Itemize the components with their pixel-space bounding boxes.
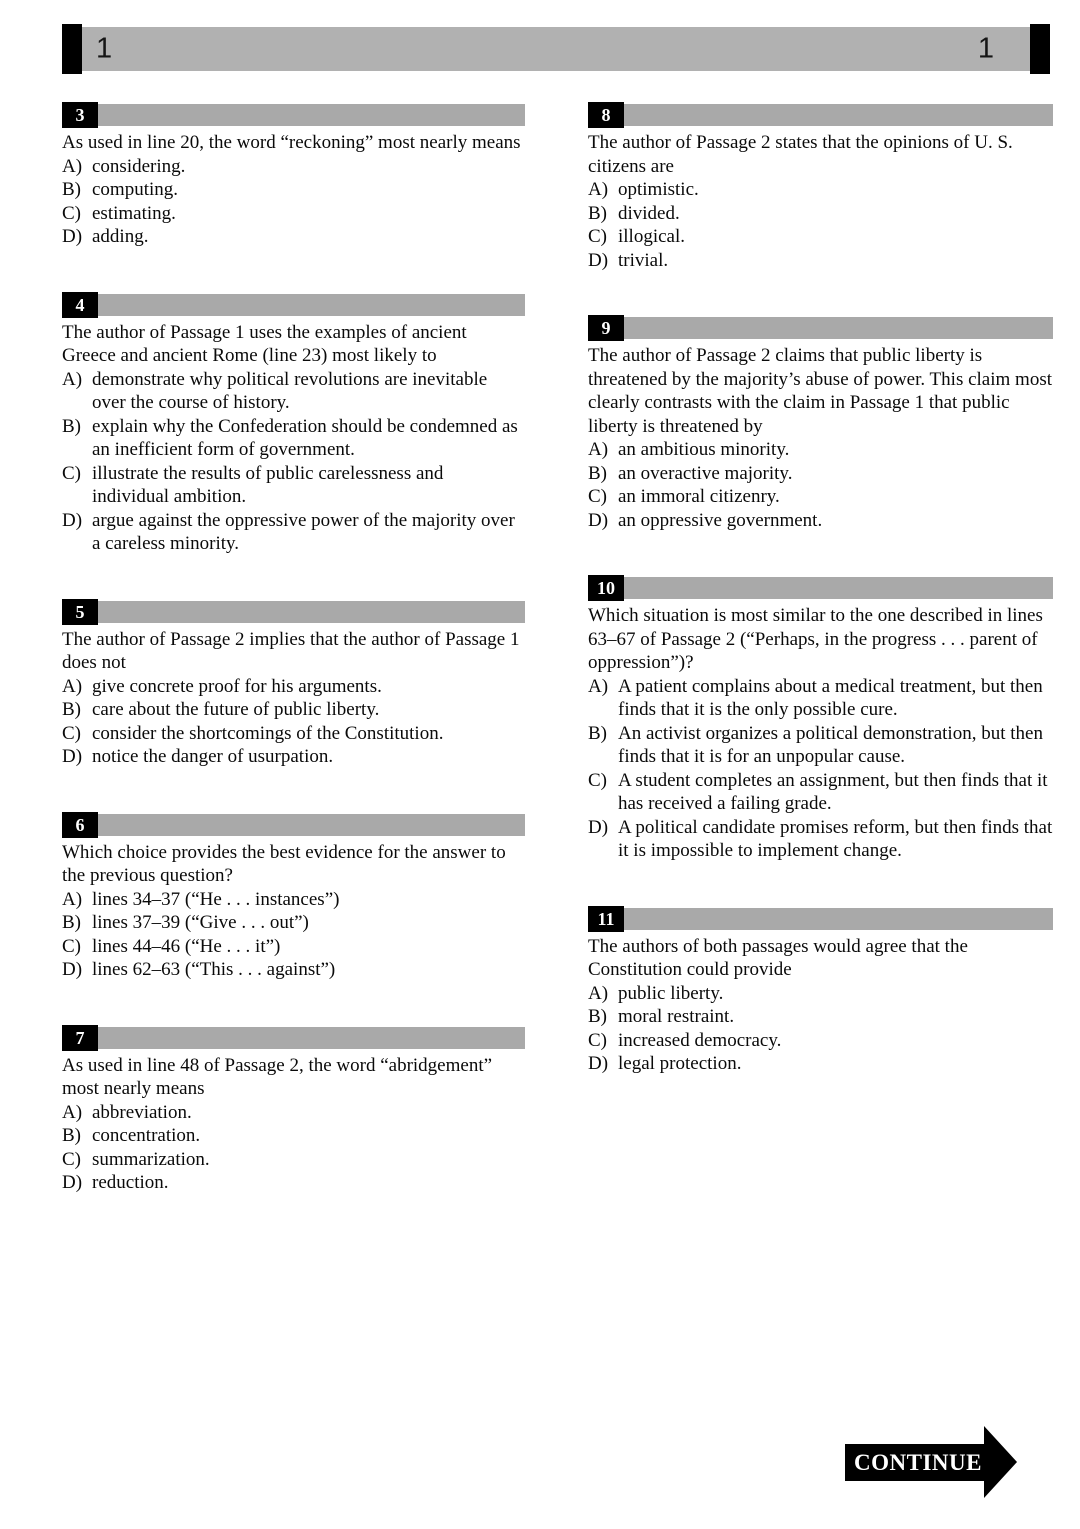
- choice-text: legal protection.: [618, 1053, 742, 1074]
- choice-letter: C): [62, 462, 81, 484]
- question-number: 9: [588, 315, 624, 341]
- question-stem: The author of Passage 2 claims that public liberty is threatened by the majority’s abuse of power. This claim most clearly contrasts with the claim in Passage 1 that public liberty is threatened by: [588, 345, 1052, 437]
- choice-text: illogical.: [618, 226, 686, 247]
- question-number: 5: [62, 599, 98, 625]
- choice-text: demonstrate why political revolutions are inevitable over the course of history.: [92, 368, 488, 413]
- answer-choice: [62, 911, 525, 935]
- header-end-block-right: [1030, 24, 1050, 74]
- choice-text: lines 44–46 (“He . . . it”): [92, 935, 281, 957]
- header-end-block-left: [62, 24, 82, 74]
- choice-letter: C): [588, 486, 607, 507]
- question-column-left: [62, 104, 525, 1240]
- question-block: [588, 317, 1053, 532]
- choice-text: explain why the Confederation should be condemned as an inefficient form of government.: [92, 415, 518, 460]
- answer-choice: [62, 1148, 525, 1172]
- question-block: [62, 814, 525, 982]
- question-column-right: [588, 104, 1053, 1121]
- answer-choice: [62, 675, 525, 699]
- answer-choice: [62, 698, 525, 722]
- question-header-bar: [588, 908, 1053, 930]
- choice-letter: D): [62, 509, 83, 531]
- answer-choice: [62, 888, 525, 912]
- section-number-left: 1: [96, 32, 113, 65]
- answer-choice: [62, 1171, 525, 1195]
- choice-text: consider the shortcomings of the Constitution.: [92, 722, 444, 744]
- choice-letter: D): [588, 249, 609, 271]
- choice-text: illustrate the results of public carelessness and individual ambition.: [92, 462, 444, 507]
- question-stem: Which choice provides the best evidence for the answer to the previous question?: [62, 841, 506, 886]
- choice-text: trivial.: [618, 249, 669, 271]
- choice-letter: D): [62, 226, 83, 247]
- answer-choice: [588, 202, 1053, 226]
- choice-letter: D): [62, 1172, 83, 1193]
- question-number: 6: [62, 812, 98, 838]
- choice-letter: A): [588, 982, 609, 1004]
- answer-choice: [588, 225, 1053, 249]
- choice-letter: C): [62, 722, 81, 744]
- question-stem: The author of Passage 2 implies that the author of Passage 1 does not: [62, 628, 520, 673]
- question-stem: As used in line 48 of Passage 2, the word “abridgement” most nearly means: [62, 1054, 493, 1099]
- answer-choice: [62, 958, 525, 982]
- choice-letter: A): [588, 439, 609, 460]
- choice-letter: B): [62, 1125, 81, 1146]
- choice-text: computing.: [92, 179, 179, 200]
- choice-list: [588, 982, 1053, 1076]
- choice-letter: B): [588, 202, 607, 224]
- choice-text: an overactive majority.: [618, 462, 793, 484]
- answer-choice: [588, 982, 1053, 1006]
- question-block: [588, 104, 1053, 272]
- answer-choice: [588, 509, 1053, 533]
- choice-letter: B): [62, 699, 81, 720]
- answer-choice: [62, 1124, 525, 1148]
- answer-choice: [62, 509, 525, 556]
- question-header-bar: [62, 104, 525, 126]
- question-block: [588, 577, 1053, 863]
- answer-choice: [62, 202, 525, 226]
- choice-letter: B): [62, 179, 81, 200]
- question-number: 11: [588, 906, 624, 932]
- answer-choice: [588, 485, 1053, 509]
- question-header-bar: [588, 577, 1053, 599]
- answer-choice: [588, 722, 1053, 769]
- choice-text: argue against the oppressive power of the majority over a careless minority.: [92, 509, 515, 554]
- choice-text: adding.: [92, 226, 149, 247]
- question-header-bar: [588, 104, 1053, 126]
- choice-letter: C): [588, 769, 607, 791]
- choice-letter: D): [588, 509, 609, 531]
- section-header-bar: [62, 27, 1050, 71]
- choice-text: lines 34–37 (“He . . . instances”): [92, 888, 340, 910]
- choice-text: An activist organizes a political demonstration, but then finds that it is for an unpopular cause.: [618, 722, 1043, 767]
- choice-list: [62, 675, 525, 769]
- choice-list: [62, 1101, 525, 1195]
- question-header-bar: [588, 317, 1053, 339]
- choice-text: increased democracy.: [618, 1029, 782, 1051]
- answer-choice: [62, 368, 525, 415]
- answer-choice: [62, 745, 525, 769]
- choice-letter: C): [62, 1148, 81, 1170]
- choice-letter: C): [62, 935, 81, 957]
- answer-choice: [588, 462, 1053, 486]
- question-number: 4: [62, 292, 98, 318]
- answer-choice: [62, 415, 525, 462]
- choice-letter: A): [62, 1101, 83, 1123]
- question-number: 10: [588, 575, 624, 601]
- choice-letter: A): [62, 368, 83, 390]
- answer-choice: [62, 178, 525, 202]
- choice-text: public liberty.: [618, 982, 724, 1004]
- choice-letter: A): [62, 155, 83, 177]
- choice-list: [62, 888, 525, 982]
- answer-choice: [588, 1029, 1053, 1053]
- choice-letter: C): [588, 1029, 607, 1051]
- question-block: [62, 294, 525, 556]
- answer-choice: [62, 225, 525, 249]
- choice-list: [588, 438, 1053, 532]
- question-block: [62, 1027, 525, 1195]
- question-header-bar: [62, 601, 525, 623]
- choice-letter: A): [588, 675, 609, 697]
- choice-text: care about the future of public liberty.: [92, 699, 380, 720]
- choice-letter: D): [62, 746, 83, 767]
- answer-choice: [588, 438, 1053, 462]
- section-number-right: 1: [977, 32, 994, 65]
- choice-letter: A): [62, 888, 83, 910]
- question-stem: The author of Passage 1 uses the examples of ancient Greece and ancient Rome (line 23) most likely to: [62, 321, 467, 366]
- choice-text: concentration.: [92, 1125, 201, 1146]
- choice-text: considering.: [92, 155, 186, 177]
- choice-text: A political candidate promises reform, but then finds that it is impossible to implement change.: [618, 816, 1053, 861]
- choice-letter: B): [62, 912, 81, 933]
- choice-text: estimating.: [92, 202, 176, 224]
- question-number: 8: [588, 102, 624, 128]
- choice-text: give concrete proof for his arguments.: [92, 675, 382, 697]
- choice-text: lines 37–39 (“Give . . . out”): [92, 912, 309, 933]
- answer-choice: [588, 769, 1053, 816]
- question-header-bar: [62, 1027, 525, 1049]
- answer-choice: [588, 675, 1053, 722]
- choice-text: divided.: [618, 202, 680, 224]
- choice-letter: B): [588, 462, 607, 484]
- choice-letter: C): [62, 202, 81, 224]
- choice-letter: A): [62, 675, 83, 697]
- choice-text: A patient complains about a medical treatment, but then finds that it is the only possible cure.: [618, 675, 1043, 720]
- choice-text: summarization.: [92, 1148, 210, 1170]
- question-block: [62, 601, 525, 769]
- answer-choice: [588, 178, 1053, 202]
- question-stem: The author of Passage 2 states that the opinions of U. S. citizens are: [588, 132, 1013, 177]
- choice-letter: C): [588, 226, 607, 247]
- question-stem: Which situation is most similar to the one described in lines 63–67 of Passage 2 (“Perhaps, in the progress . . . parent of oppression”)?: [588, 605, 1043, 673]
- question-header-bar: [62, 814, 525, 836]
- choice-text: abbreviation.: [92, 1101, 192, 1123]
- answer-choice: [62, 462, 525, 509]
- continue-label: CONTINUE: [845, 1444, 984, 1481]
- choice-letter: B): [588, 722, 607, 744]
- choice-letter: B): [62, 415, 81, 437]
- choice-list: [62, 368, 525, 556]
- choice-text: notice the danger of usurpation.: [92, 746, 334, 767]
- choice-text: lines 62–63 (“This . . . against”): [92, 959, 336, 980]
- question-number: 7: [62, 1025, 98, 1051]
- choice-letter: D): [588, 816, 609, 838]
- choice-text: an oppressive government.: [618, 509, 823, 531]
- question-stem: The authors of both passages would agree that the Constitution could provide: [588, 935, 968, 980]
- answer-choice: [62, 935, 525, 959]
- choice-text: A student completes an assignment, but then finds that it has received a failing grade.: [618, 769, 1048, 814]
- answer-choice: [588, 1052, 1053, 1076]
- choice-list: [62, 155, 525, 249]
- choice-text: an immoral citizenry.: [618, 486, 780, 507]
- choice-letter: D): [62, 959, 83, 980]
- answer-choice: [588, 1005, 1053, 1029]
- question-header-bar: [62, 294, 525, 316]
- choice-text: moral restraint.: [618, 1006, 735, 1027]
- choice-text: reduction.: [92, 1172, 169, 1193]
- choice-letter: B): [588, 1006, 607, 1027]
- answer-choice: [62, 1101, 525, 1125]
- choice-list: [588, 675, 1053, 863]
- answer-choice: [62, 155, 525, 179]
- question-block: [62, 104, 525, 249]
- question-block: [588, 908, 1053, 1076]
- choice-text: optimistic.: [618, 179, 699, 200]
- continue-arrow-tip: [984, 1426, 1017, 1498]
- continue-arrow: [845, 1426, 1017, 1498]
- choice-text: an ambitious minority.: [618, 439, 790, 460]
- question-stem: As used in line 20, the word “reckoning” most nearly means: [62, 132, 521, 153]
- question-number: 3: [62, 102, 98, 128]
- answer-choice: [588, 816, 1053, 863]
- choice-letter: D): [588, 1053, 609, 1074]
- answer-choice: [62, 722, 525, 746]
- choice-list: [588, 178, 1053, 272]
- answer-choice: [588, 249, 1053, 273]
- choice-letter: A): [588, 179, 609, 200]
